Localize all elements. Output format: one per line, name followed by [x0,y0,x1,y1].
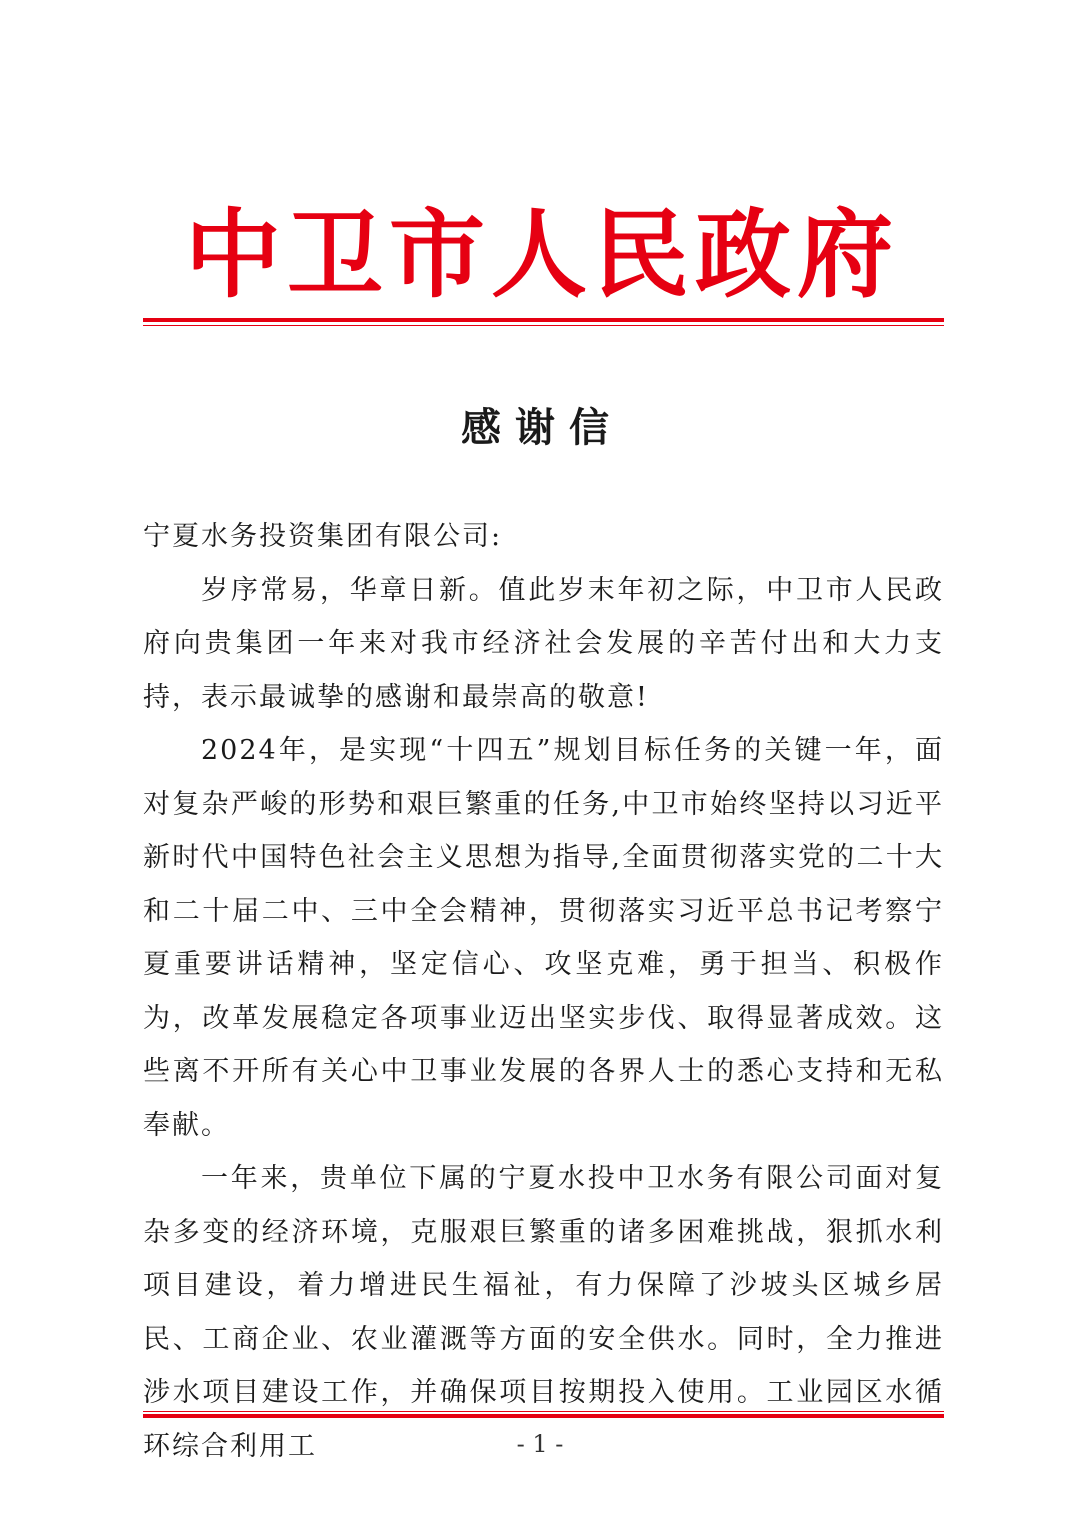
footer-red-rule-thin [143,1411,944,1412]
paragraph: 一年来，贵单位下属的宁夏水投中卫水务有限公司面对复杂多变的经济环境，克服艰巨繁重的诸多困难挑战，狠抓水利项目建设，着力增进民生福祉，有力保障了沙坡头区城乡居民、工商企业、农业灌溉等方面的安全供水。同时，全力推进涉水项目建设工作，并确保项目按期投入使用。工业园区水循环综合利用工 [143,1163,944,1462]
page-number: - 1 - [516,1430,564,1458]
header-red-rule-thin [143,325,944,326]
footer-red-rule [143,1414,944,1418]
paragraph: 2024年，是实现“十四五”规划目标任务的关键一年，面对复杂严峻的形势和艰巨繁重的任务,中卫市始终坚持以习近平新时代中国特色社会主义思想为指导,全面贯彻落实党的二十大和二十届二中、三中全会精神，贯彻落实习近平总书记考察宁夏重要讲话精神，坚定信心、攻坚克难，勇于担当、积极作为，改革发展稳定各项事业迈出坚实步伐、取得显著成效。这些离不开所有关心中卫事业发展的各界人士的悉心支持和无私奉献。 [143,735,944,1141]
paragraph: 岁序常易，华章日新。值此岁末年初之际，中卫市人民政府向贵集团一年来对我市经济社会发展的辛苦付出和大力支持，表示最诚挚的感谢和最崇高的敬意! [143,574,944,713]
issuer-masthead: 中卫市人民政府 [185,199,899,311]
letter-body [143,510,944,1473]
letter-title: 感谢信 [461,405,623,451]
header-red-rule [143,318,944,322]
salutation: 宁夏水务投资集团有限公司: [143,521,503,552]
